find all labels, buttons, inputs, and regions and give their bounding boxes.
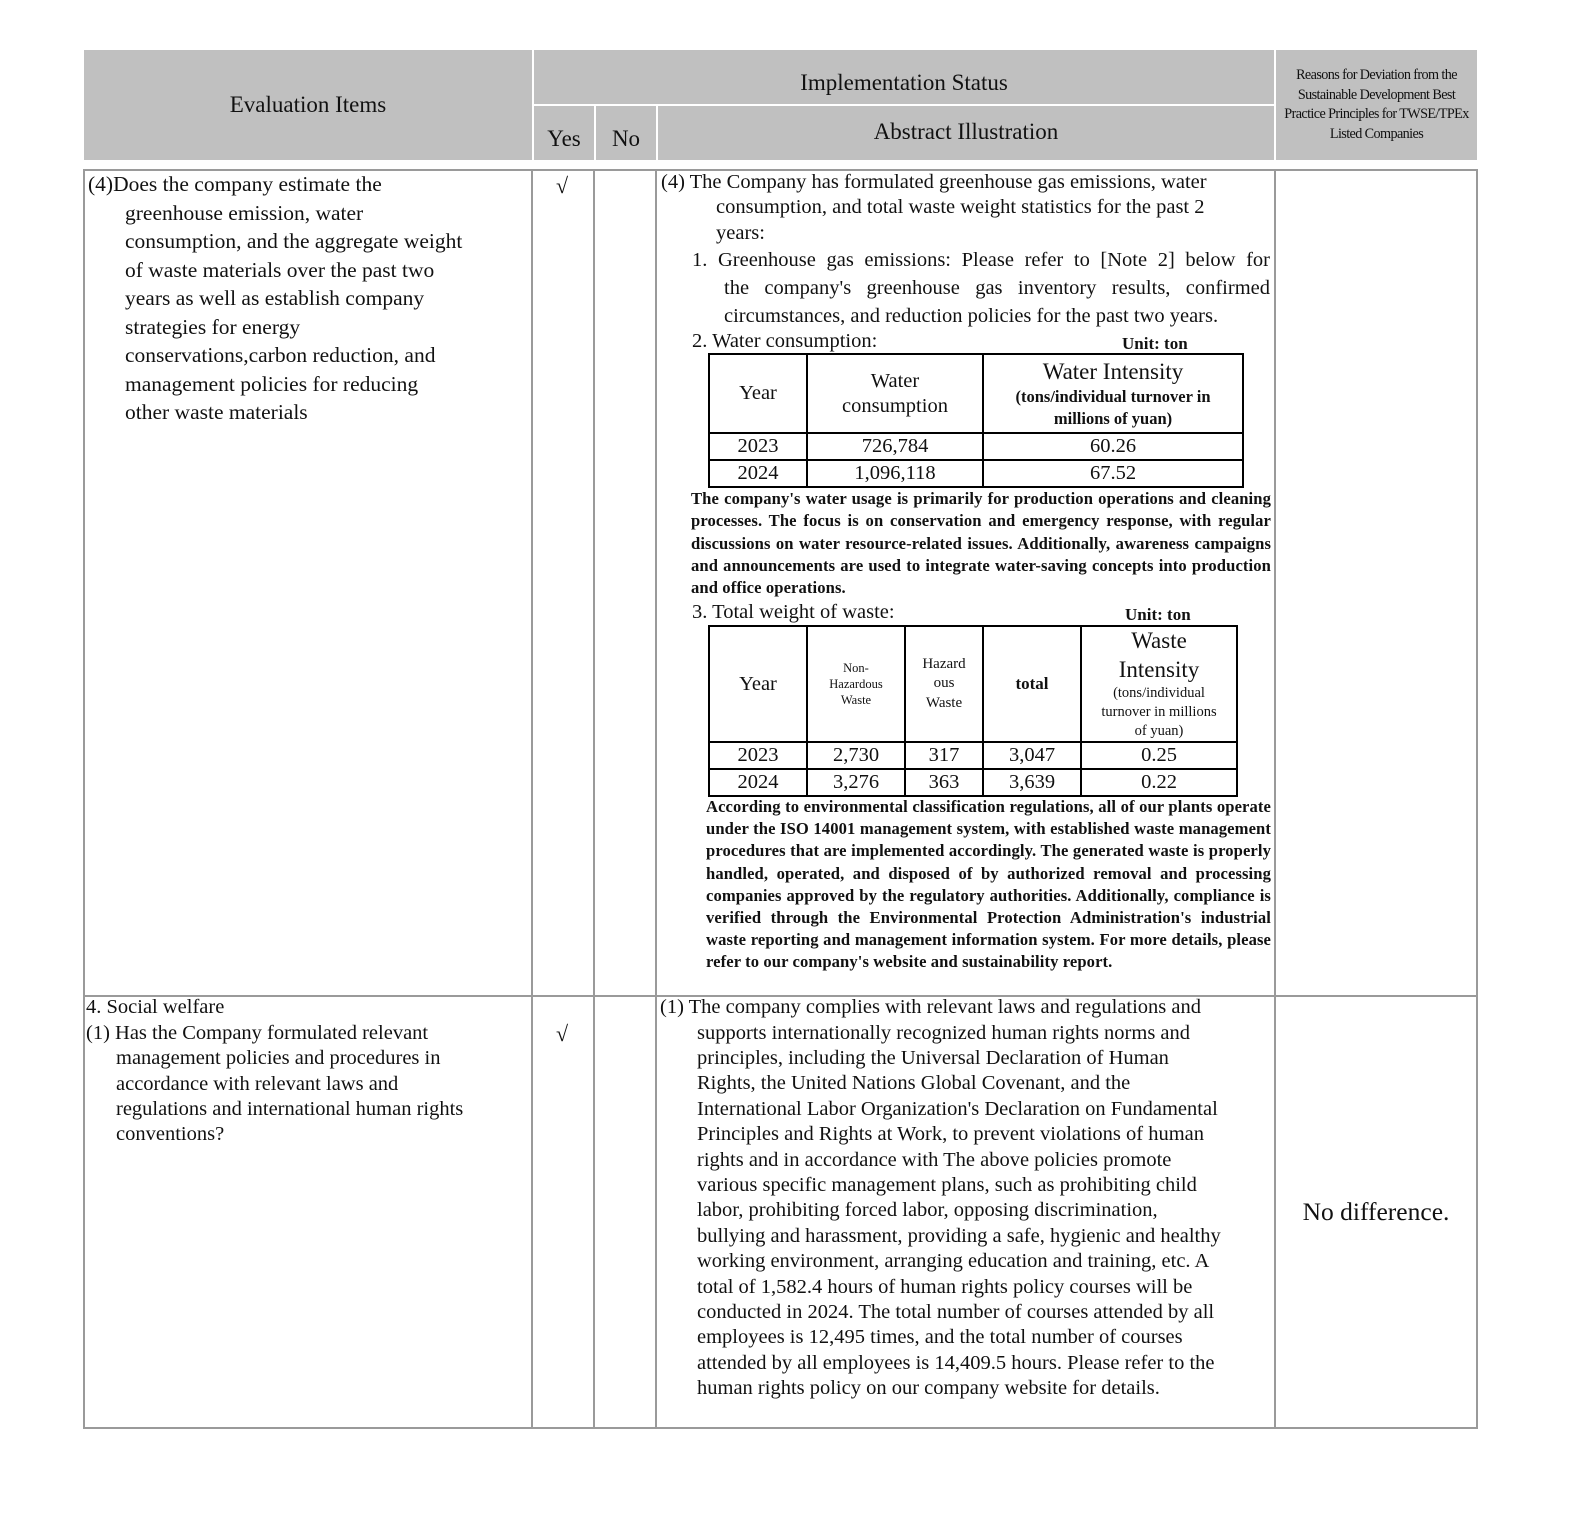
waste-cell: 3,639 xyxy=(983,769,1081,796)
waste-cell: 363 xyxy=(905,769,983,796)
table-border xyxy=(83,1427,1478,1429)
row2-yes-check: √ xyxy=(556,1021,569,1046)
row2-desc-line: principles, including the Universal Declaration of Human xyxy=(697,1047,1169,1069)
row2-desc-line: labor, prohibiting forced labor, opposing discrimination, xyxy=(697,1199,1158,1221)
water-intensity-label: Water Intensity xyxy=(1042,358,1184,384)
row1-ghg-line: the company's greenhouse gas inventory results, confirmed xyxy=(724,277,1270,299)
header-no: No xyxy=(611,126,641,151)
water-cell: 2023 xyxy=(709,433,807,460)
waste-col-total: total xyxy=(983,626,1081,742)
table-border xyxy=(83,169,85,1429)
row2-item-line: regulations and international human rights xyxy=(116,1098,464,1120)
row2-reason: No difference. xyxy=(1302,1197,1450,1226)
water-table xyxy=(708,353,1244,488)
header-yes: Yes xyxy=(547,126,581,151)
water-cell: 726,784 xyxy=(807,433,983,460)
waste-cell: 2023 xyxy=(709,742,807,769)
row1-item-line: (4)Does the company estimate the xyxy=(88,172,382,196)
row1-item-line: of waste materials over the past two xyxy=(125,258,435,282)
row1-ghg-line: circumstances, and reduction policies for the past two years. xyxy=(724,305,1219,327)
waste-cell: 0.25 xyxy=(1081,742,1237,769)
row2-desc-line: (1) The company complies with relevant laws and regulations and xyxy=(660,996,1202,1018)
header-reasons: Reasons for Deviation from the Sustainable Development Best Practice Principles for TWSE/TPEx Listed Companies xyxy=(1284,67,1469,142)
row1-ghg-line: 1. Greenhouse gas emissions: Please refer to [Note 2] below for xyxy=(692,249,1270,271)
header-evaluation-items: Evaluation Items xyxy=(229,92,387,117)
row2-item-line: accordance with relevant laws and xyxy=(116,1073,399,1095)
water-cell: 1,096,118 xyxy=(807,460,983,487)
waste-table xyxy=(708,625,1238,797)
row2-desc-line: conducted in 2024. The total number of courses attended by all xyxy=(697,1301,1215,1323)
table-border xyxy=(1274,169,1276,1429)
waste-cell: 3,047 xyxy=(983,742,1081,769)
row2-desc-line: various specific management plans, such as prohibiting child xyxy=(697,1174,1197,1196)
table-border xyxy=(531,169,533,1429)
row1-intro-line: (4) The Company has formulated greenhouse gas emissions, water xyxy=(661,171,1207,193)
row2-desc-line: employees is 12,495 times, and the total number of courses xyxy=(697,1326,1183,1348)
row2-desc-line: attended by all employees is 14,409.5 hours. Please refer to the xyxy=(697,1352,1215,1374)
water-cell: 2024 xyxy=(709,460,807,487)
table-border xyxy=(593,169,595,1429)
row2-desc-line: total of 1,582.4 hours of human rights policy courses will be xyxy=(697,1276,1193,1298)
waste-heading: 3. Total weight of waste: xyxy=(692,601,895,623)
water-col-consumption xyxy=(807,354,983,433)
row2-desc-line: International Labor Organization's Declaration on Fundamental xyxy=(697,1098,1218,1120)
waste-cell: 0.22 xyxy=(1081,769,1237,796)
waste-col-intensity xyxy=(1081,626,1237,742)
row1-item-line: consumption, and the aggregate weight xyxy=(125,229,463,253)
row2-item-line: 4. Social welfare xyxy=(86,996,225,1018)
row1-item-line: strategies for energy xyxy=(125,315,301,339)
water-cell: 60.26 xyxy=(983,433,1243,460)
waste-cell: 317 xyxy=(905,742,983,769)
row2-item-line: (1) Has the Company formulated relevant xyxy=(86,1022,429,1044)
waste-cell: 3,276 xyxy=(807,769,905,796)
water-intensity-unit: (tons/individual turnover in millions of yuan) xyxy=(1015,386,1211,428)
row1-intro-line: consumption, and total waste weight statistics for the past 2 xyxy=(716,196,1205,218)
water-note: The company's water usage is primarily for production operations and cleaning processes. The focus is on conservation and emergency response, with regular discussions on water resource-related issues. Additionally, awareness campaigns and announcements are used to integrate water-saving concepts into production and office operations. xyxy=(691,489,1271,598)
row2-item-line: conventions? xyxy=(116,1123,225,1145)
waste-intensity-unit: (tons/individual turnover in millions of yuan) xyxy=(1101,685,1217,739)
waste-col-nonhazardous-label: Non-Hazardous Waste xyxy=(829,661,883,707)
row2-desc-line: working environment, arranging education and training, etc. A xyxy=(697,1250,1210,1272)
row2-desc-line: Rights, the United Nations Global Covenant, and the xyxy=(697,1072,1131,1094)
waste-unit: Unit: ton xyxy=(1125,605,1191,624)
water-unit: Unit: ton xyxy=(1122,334,1188,353)
waste-col-hazardous xyxy=(905,626,983,742)
water-cell: 67.52 xyxy=(983,460,1243,487)
row1-item-line: greenhouse emission, water xyxy=(125,201,364,225)
water-heading: 2. Water consumption: xyxy=(692,330,878,352)
row2-desc-line: Principles and Rights at Work, to prevent violations of human xyxy=(697,1123,1204,1145)
row1-item-line: conservations,carbon reduction, and xyxy=(125,343,436,367)
row2-desc-line: human rights policy on our company website for details. xyxy=(697,1377,1160,1399)
row2-desc-line: bullying and harassment, providing a safe, hygienic and healthy xyxy=(697,1225,1221,1247)
waste-note: According to environmental classification regulations, all of our plants operate under the ISO 14001 management system, with established waste management procedures that are implemented accordingly. The generated waste is properly handled, operated, and disposed of by authorized removal and processing companies approved by the regulatory authorities. Additionally, compliance is verified through the Environmental Protection Administration's industrial waste reporting and management information system. For more details, please refer to our company's website and sustainability report. xyxy=(706,797,1271,972)
row1-intro-line: years: xyxy=(716,222,765,244)
row1-item-line: years as well as establish company xyxy=(125,286,425,310)
row1-item-line: other waste materials xyxy=(125,400,308,424)
row2-desc-line: rights and in accordance with The above policies promote xyxy=(697,1149,1172,1171)
row2-desc-line: supports internationally recognized human rights norms and xyxy=(697,1022,1191,1044)
waste-col-hazardous-label: Hazard ous Waste xyxy=(922,655,966,711)
waste-cell: 2,730 xyxy=(807,742,905,769)
water-col-consumption-label: Water consumption xyxy=(842,369,948,417)
water-col-year: Year xyxy=(709,354,807,433)
header-implementation-status: Implementation Status xyxy=(800,70,1008,95)
waste-col-year: Year xyxy=(709,626,807,742)
header-abstract-illustration: Abstract Illustration xyxy=(873,119,1059,144)
row1-yes-check: √ xyxy=(556,173,569,198)
table-border xyxy=(1476,169,1478,1429)
row2-item-line: management policies and procedures in xyxy=(116,1047,441,1069)
waste-col-nonhazardous xyxy=(807,626,905,742)
waste-intensity-label: Waste Intensity xyxy=(1118,628,1200,682)
row1-item-line: management policies for reducing xyxy=(125,372,419,396)
header-divider xyxy=(1274,50,1276,160)
water-col-intensity xyxy=(983,354,1243,433)
waste-cell: 2024 xyxy=(709,769,807,796)
table-border xyxy=(655,169,657,1429)
